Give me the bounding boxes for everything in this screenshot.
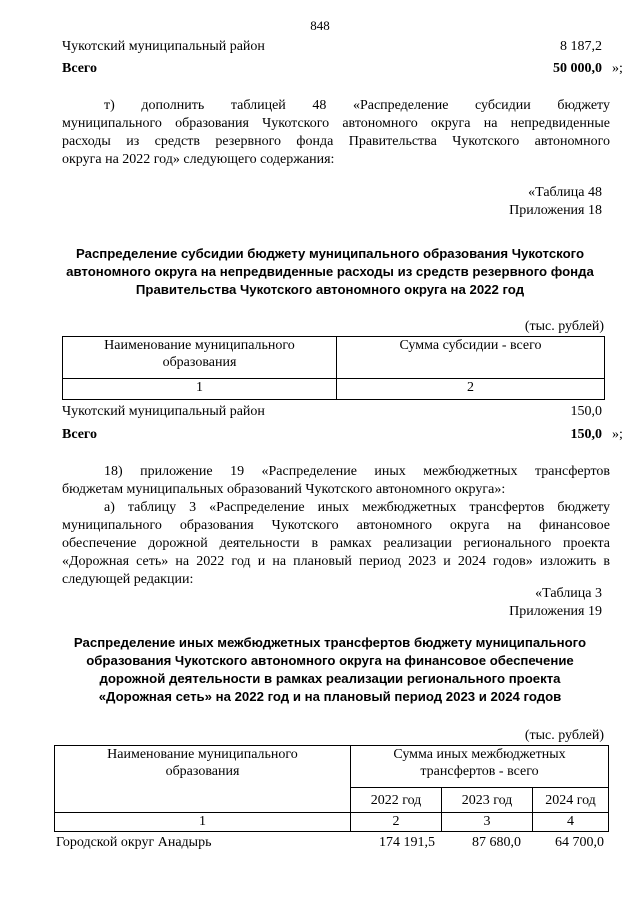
unit-label: (тыс. рублей) (524, 728, 604, 743)
title-line: дорожной деятельности в рамках реализации регионального проекта (99, 671, 561, 686)
table-title (50, 634, 610, 706)
row-name: Чукотский муниципальный район (62, 404, 265, 419)
text-line: «Дорожная сеть» на 2022 год и на плановый период 2023 и 2024 годов» изложить в (62, 554, 610, 569)
unit-label: (тыс. рублей) (524, 319, 604, 334)
table-48-header (62, 336, 605, 400)
text-line: муниципального образования Чукотского автономного округа на финансовое (62, 518, 610, 533)
header-name-cell: Наименование муниципального образования (63, 337, 337, 379)
header-name-cell: Наименование муниципального образования (55, 746, 351, 813)
table-row (56, 834, 607, 852)
table-3-header (54, 745, 609, 832)
year-header: 2022 год (351, 788, 442, 813)
text-line: бюджетам муниципальных образований Чукотского автономного округа»: (62, 482, 506, 497)
text-line: следующей редакции: (62, 572, 194, 587)
title-line: образования Чукотского автономного округа на финансовое обеспечение (86, 653, 574, 668)
table-reference (509, 585, 602, 621)
title-line: «Дорожная сеть» на 2022 год и на плановый период 2023 и 2024 годов (98, 689, 562, 704)
paragraph-a (62, 499, 610, 589)
header-sum-cell: Сумма субсидии - всего (337, 337, 605, 379)
col-number: 4 (533, 813, 609, 832)
title-line: Распределение иных межбюджетных трансфертов бюджету муниципального (73, 635, 587, 650)
title-line: автономного округа на непредвиденные расходы из средств резервного фонда (66, 264, 594, 279)
year-header: 2023 год (442, 788, 533, 813)
text-line: расходы из средств резервного фонда Правительства Чукотского автономного (62, 134, 610, 149)
text-line: 18) приложение 19 «Распределение иных межбюджетных трансфертов (104, 464, 610, 479)
row-name: Всего (62, 61, 97, 76)
table-title (50, 245, 610, 299)
row-value-2022: 174 191,5 (379, 835, 435, 850)
text-line: а) таблицу 3 «Распределение иных межбюджетных трансфертов бюджету (104, 500, 610, 515)
title-line: Распределение субсидии бюджету муниципального образования Чукотского (75, 246, 585, 261)
table-reference (509, 184, 602, 220)
paragraph-18 (62, 463, 610, 499)
row-name: Чукотский муниципальный район (62, 39, 265, 54)
row-value: 150,0 (570, 427, 602, 442)
row-value: 150,0 (570, 404, 602, 419)
row-value: 8 187,2 (560, 39, 602, 54)
table-ref-line: Приложения 18 (509, 203, 602, 218)
col-number: 2 (337, 379, 605, 400)
text-line: округа на 2022 год» следующего содержания: (62, 152, 335, 167)
col-number: 2 (351, 813, 442, 832)
year-header: 2024 год (533, 788, 609, 813)
table-ref-line: «Таблица 3 (535, 586, 602, 601)
row-value: 50 000,0 (553, 61, 602, 76)
closing-quote: »; (612, 427, 623, 442)
table-ref-line: Приложения 19 (509, 604, 602, 619)
col-number: 3 (442, 813, 533, 832)
row-name: Городской округ Анадырь (56, 835, 212, 850)
title-line: Правительства Чукотского автономного округа на 2022 год (135, 282, 525, 297)
header-sum-cell: Сумма иных межбюджетных трансфертов - всего (351, 746, 609, 788)
table-ref-line: «Таблица 48 (528, 185, 602, 200)
text-line: муниципального образования Чукотского автономного округа на непредвиденные (62, 116, 610, 131)
row-value-2024: 64 700,0 (555, 835, 604, 850)
text-line: т) дополнить таблицей 48 «Распределение субсидии бюджету (104, 98, 610, 113)
row-name: Всего (62, 427, 97, 442)
paragraph-t (62, 97, 610, 169)
col-number: 1 (55, 813, 351, 832)
col-number: 1 (63, 379, 337, 400)
row-value-2023: 87 680,0 (472, 835, 521, 850)
closing-quote: »; (612, 61, 623, 76)
page-number: 848 (310, 18, 330, 33)
text-line: обеспечение дорожной деятельности в рамках реализации регионального проекта (62, 536, 610, 551)
